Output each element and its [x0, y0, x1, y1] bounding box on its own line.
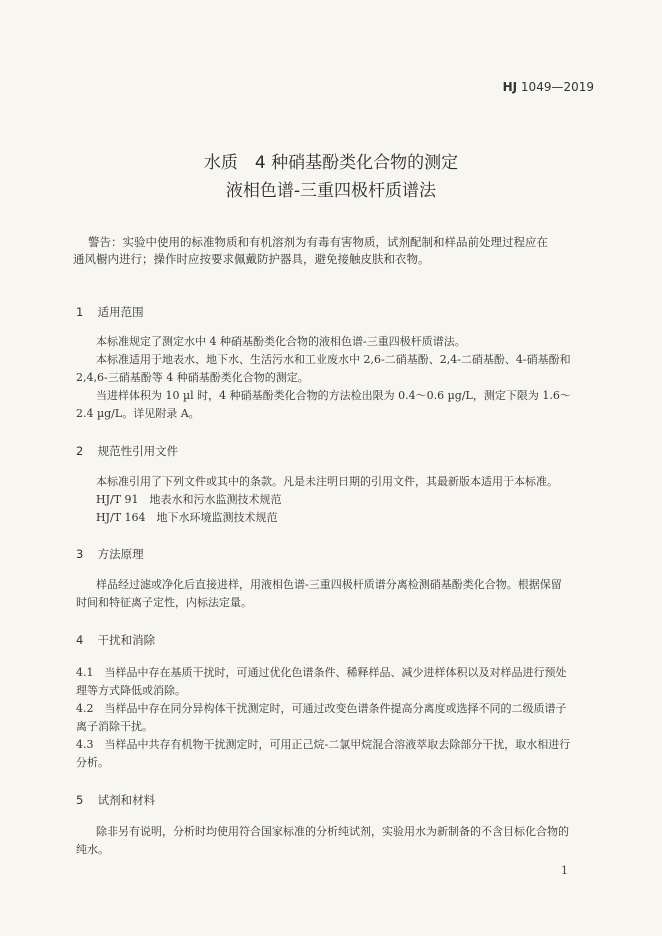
section-heading-5: [76, 792, 155, 808]
paragraph: 除非另有说明，分析时均使用符合国家标准的分析纯试剂，实验用水为新制备的不含目标化合物的: [96, 825, 569, 838]
standard-prefix: HJ: [502, 80, 518, 94]
paragraph: 本标准规定了测定水中 4 种硝基酚类化合物的液相色谱-三重四极杆质谱法。: [96, 335, 466, 348]
section-title: 试剂和材料: [97, 793, 156, 807]
reference-item: HJ/T 164 地下水环境监测技术规范: [96, 511, 278, 524]
paragraph: 本标准适用于地表水、地下水、生活污水和工业废水中 2,6-二硝基酚、2,4-二硝基酚、4-硝基酚和: [96, 353, 571, 366]
clause-4-2: 4.2 当样品中存在同分异构体干扰测定时，可通过改变色谱条件提高分离度或选择不同的二级质谱子: [76, 702, 567, 715]
clause-continuation: 离子消除干扰。: [76, 720, 153, 733]
standard-code: 1049—2019: [520, 80, 594, 94]
clause-continuation: 分析。: [76, 756, 109, 769]
section-number: 4: [76, 633, 84, 647]
paragraph: 样品经过滤或净化后直接进样，用液相色谱-三重四极杆质谱分离检测硝基酚类化合物。根据保留: [96, 578, 562, 591]
page-number: 1: [561, 864, 568, 877]
warning-line-2: 通风橱内进行；操作时应按要求佩戴防护器具，避免接触皮肤和衣物。: [73, 252, 430, 266]
paragraph: 本标准引用了下列文件或其中的条款。凡是未注明日期的引用文件，其最新版本适用于本标准。: [96, 475, 558, 488]
section-heading-2: [76, 443, 178, 459]
section-title: 方法原理: [97, 547, 144, 561]
section-title: 干扰和消除: [97, 633, 156, 647]
clause-continuation: 理等方式降低或消除。: [76, 684, 186, 697]
title-line-1: 水质 4 种硝基酚类化合物的测定: [203, 153, 459, 173]
clause-4-3: 4.3 当样品中共存有机物干扰测定时，可用正己烷-二氯甲烷混合溶液萃取去除部分干扰，取水相进行: [76, 738, 571, 751]
paragraph-continuation: 时间和特征离子定性，内标法定量。: [76, 596, 252, 609]
paragraph-continuation: 2.4 µg/L。详见附录 A。: [76, 407, 200, 420]
standard-number: [503, 80, 594, 94]
warning-block: [73, 234, 598, 268]
clause-4-1: 4.1 当样品中存在基质干扰时，可通过优化色谱条件、稀释样品、减少进样体积以及对样品进行预处: [76, 666, 567, 679]
section-number: 3: [76, 547, 84, 561]
paragraph-continuation: 纯水。: [76, 843, 109, 856]
paragraph: 当进样体积为 10 µl 时，4 种硝基酚类化合物的方法检出限为 0.4～0.6 µg/L，测定下限为 1.6～: [96, 389, 571, 402]
section-number: 5: [76, 793, 84, 807]
section-title: 规范性引用文件: [97, 444, 179, 458]
warning-line-1: 警告：实验中使用的标准物质和有机溶剂为有毒有害物质，试剂配制和样品前处理过程应在: [88, 235, 548, 249]
title-line-2: 液相色谱-三重四极杆质谱法: [225, 181, 437, 201]
section-number: 1: [76, 305, 84, 319]
section-heading-1: [76, 304, 144, 320]
reference-item: HJ/T 91 地表水和污水监测技术规范: [96, 493, 282, 506]
section-heading-3: [76, 546, 144, 562]
section-number: 2: [76, 444, 84, 458]
paragraph-continuation: 2,4,6-三硝基酚等 4 种硝基酚类化合物的测定。: [76, 371, 309, 384]
section-heading-4: [76, 632, 155, 648]
section-title: 适用范围: [97, 305, 144, 319]
